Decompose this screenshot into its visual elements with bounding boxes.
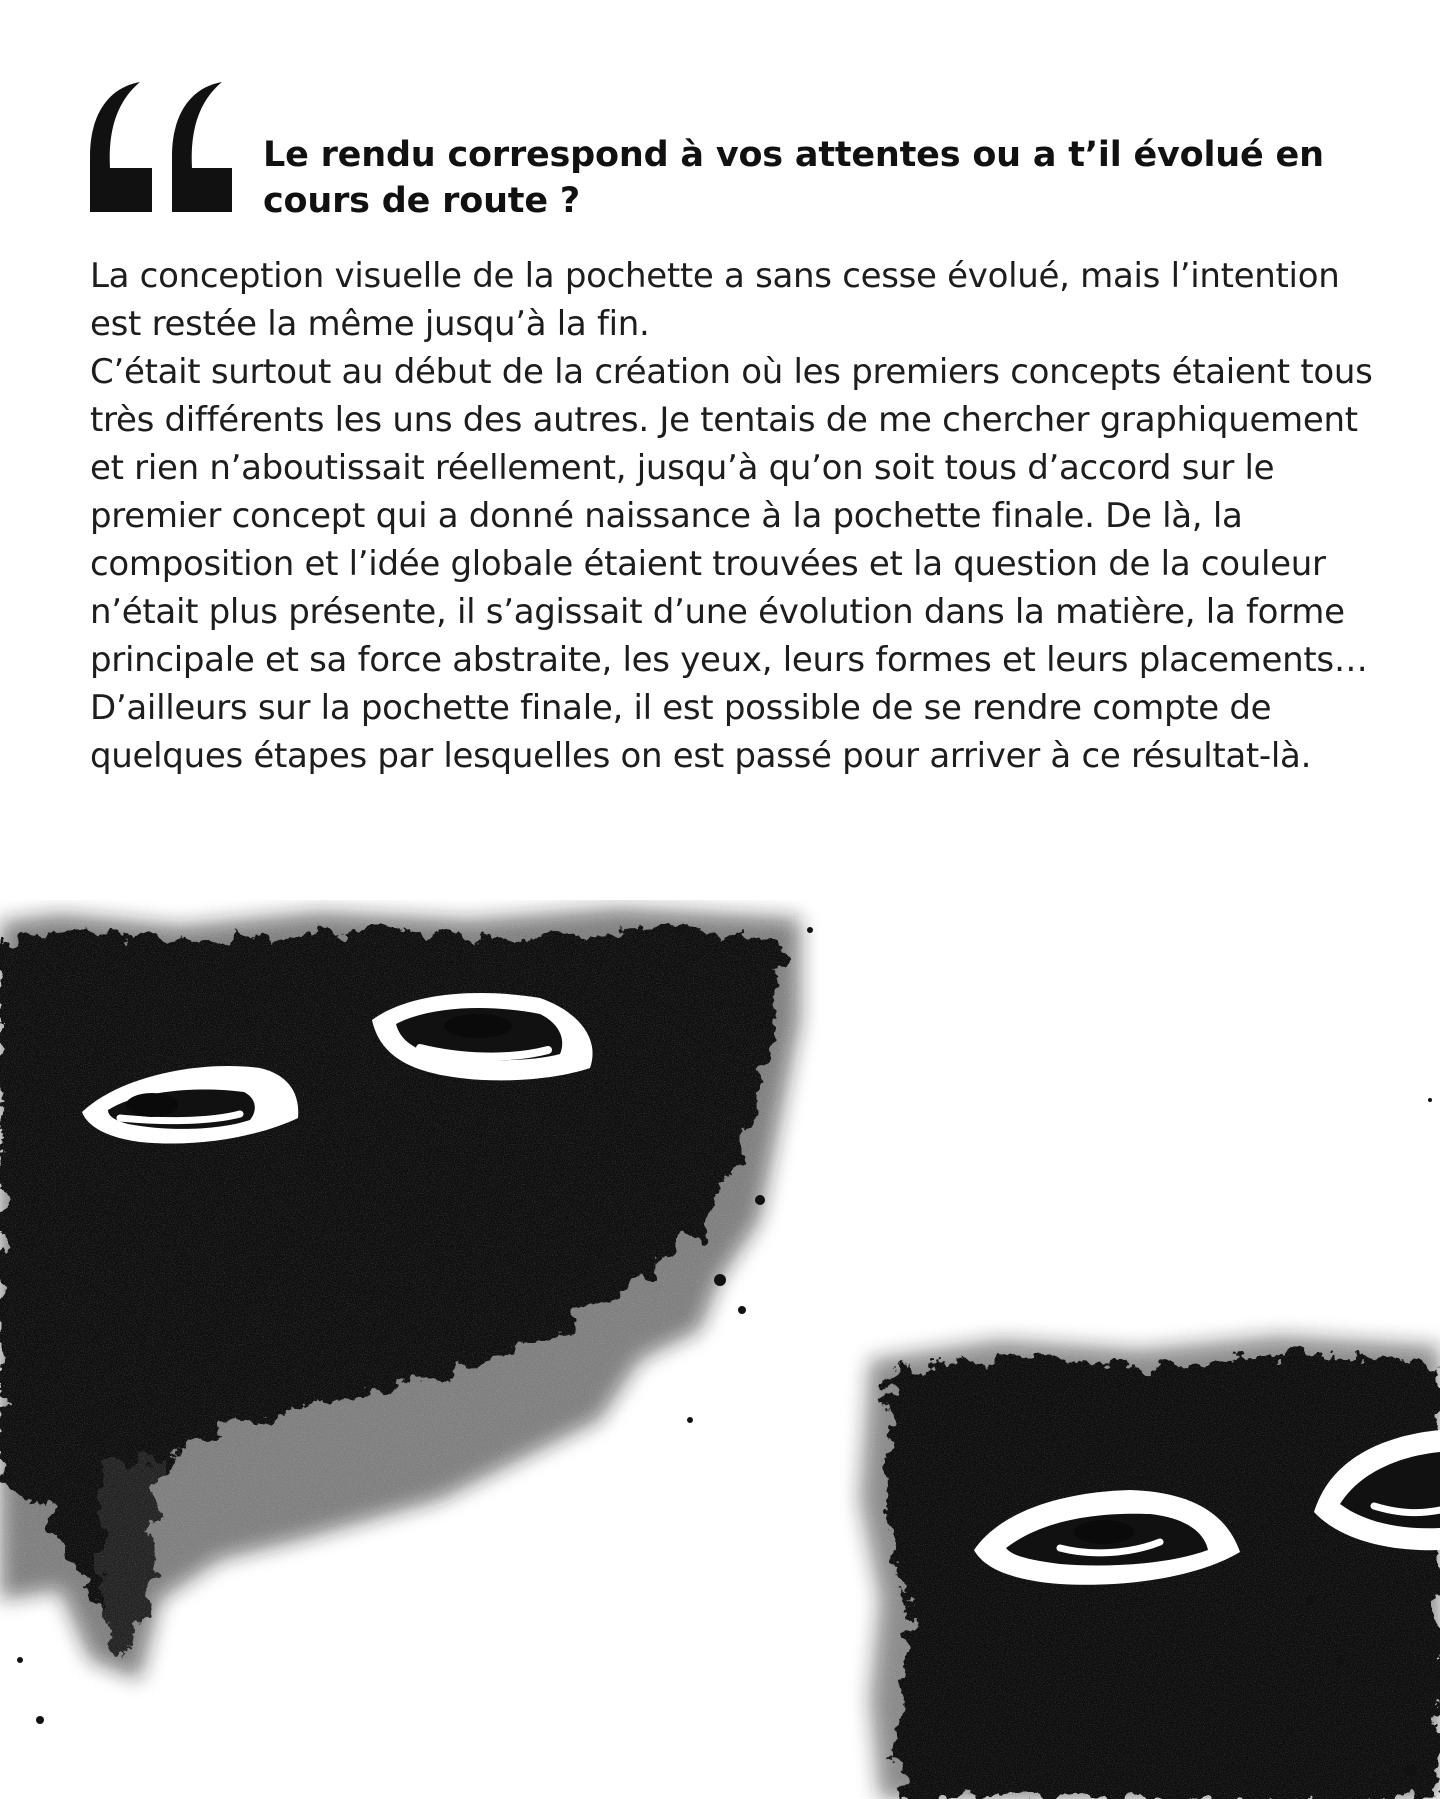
answer-paragraph-2: C’était surtout au début de la création où les premiers concepts étaient tous très différents les uns des autres. Je tentais de me chercher graphiquement et rien n’aboutissait réellement, jusqu’à qu’on soit tous d’accord sur le premier concept qui a donné naissance à la pochette finale. De là, la composition et l’idée globale étaient trouvées et la question de la couleur n’était plus présente, il s’agissait d’une évolution dans la matière, la forme principale et sa force abstraite, les yeux, leurs formes et leurs placements… D’ailleurs sur la pochette finale, il est possible de se rendre compte de quelques étapes par lesquelles on est passé pour arriver à ce résultat-là.: [90, 352, 1373, 776]
interview-answer: [90, 252, 1380, 780]
answer-paragraph-1: La conception visuelle de la pochette a sans cesse évolué, mais l’intention est restée la même jusqu’à la fin.: [90, 256, 1340, 344]
monoprint-eyes-artwork: [0, 900, 1440, 1799]
interview-question: Le rendu correspond à vos attentes ou a t’il évolué en cours de route ?: [263, 135, 1324, 221]
opening-quotation-mark-icon: [82, 40, 232, 220]
